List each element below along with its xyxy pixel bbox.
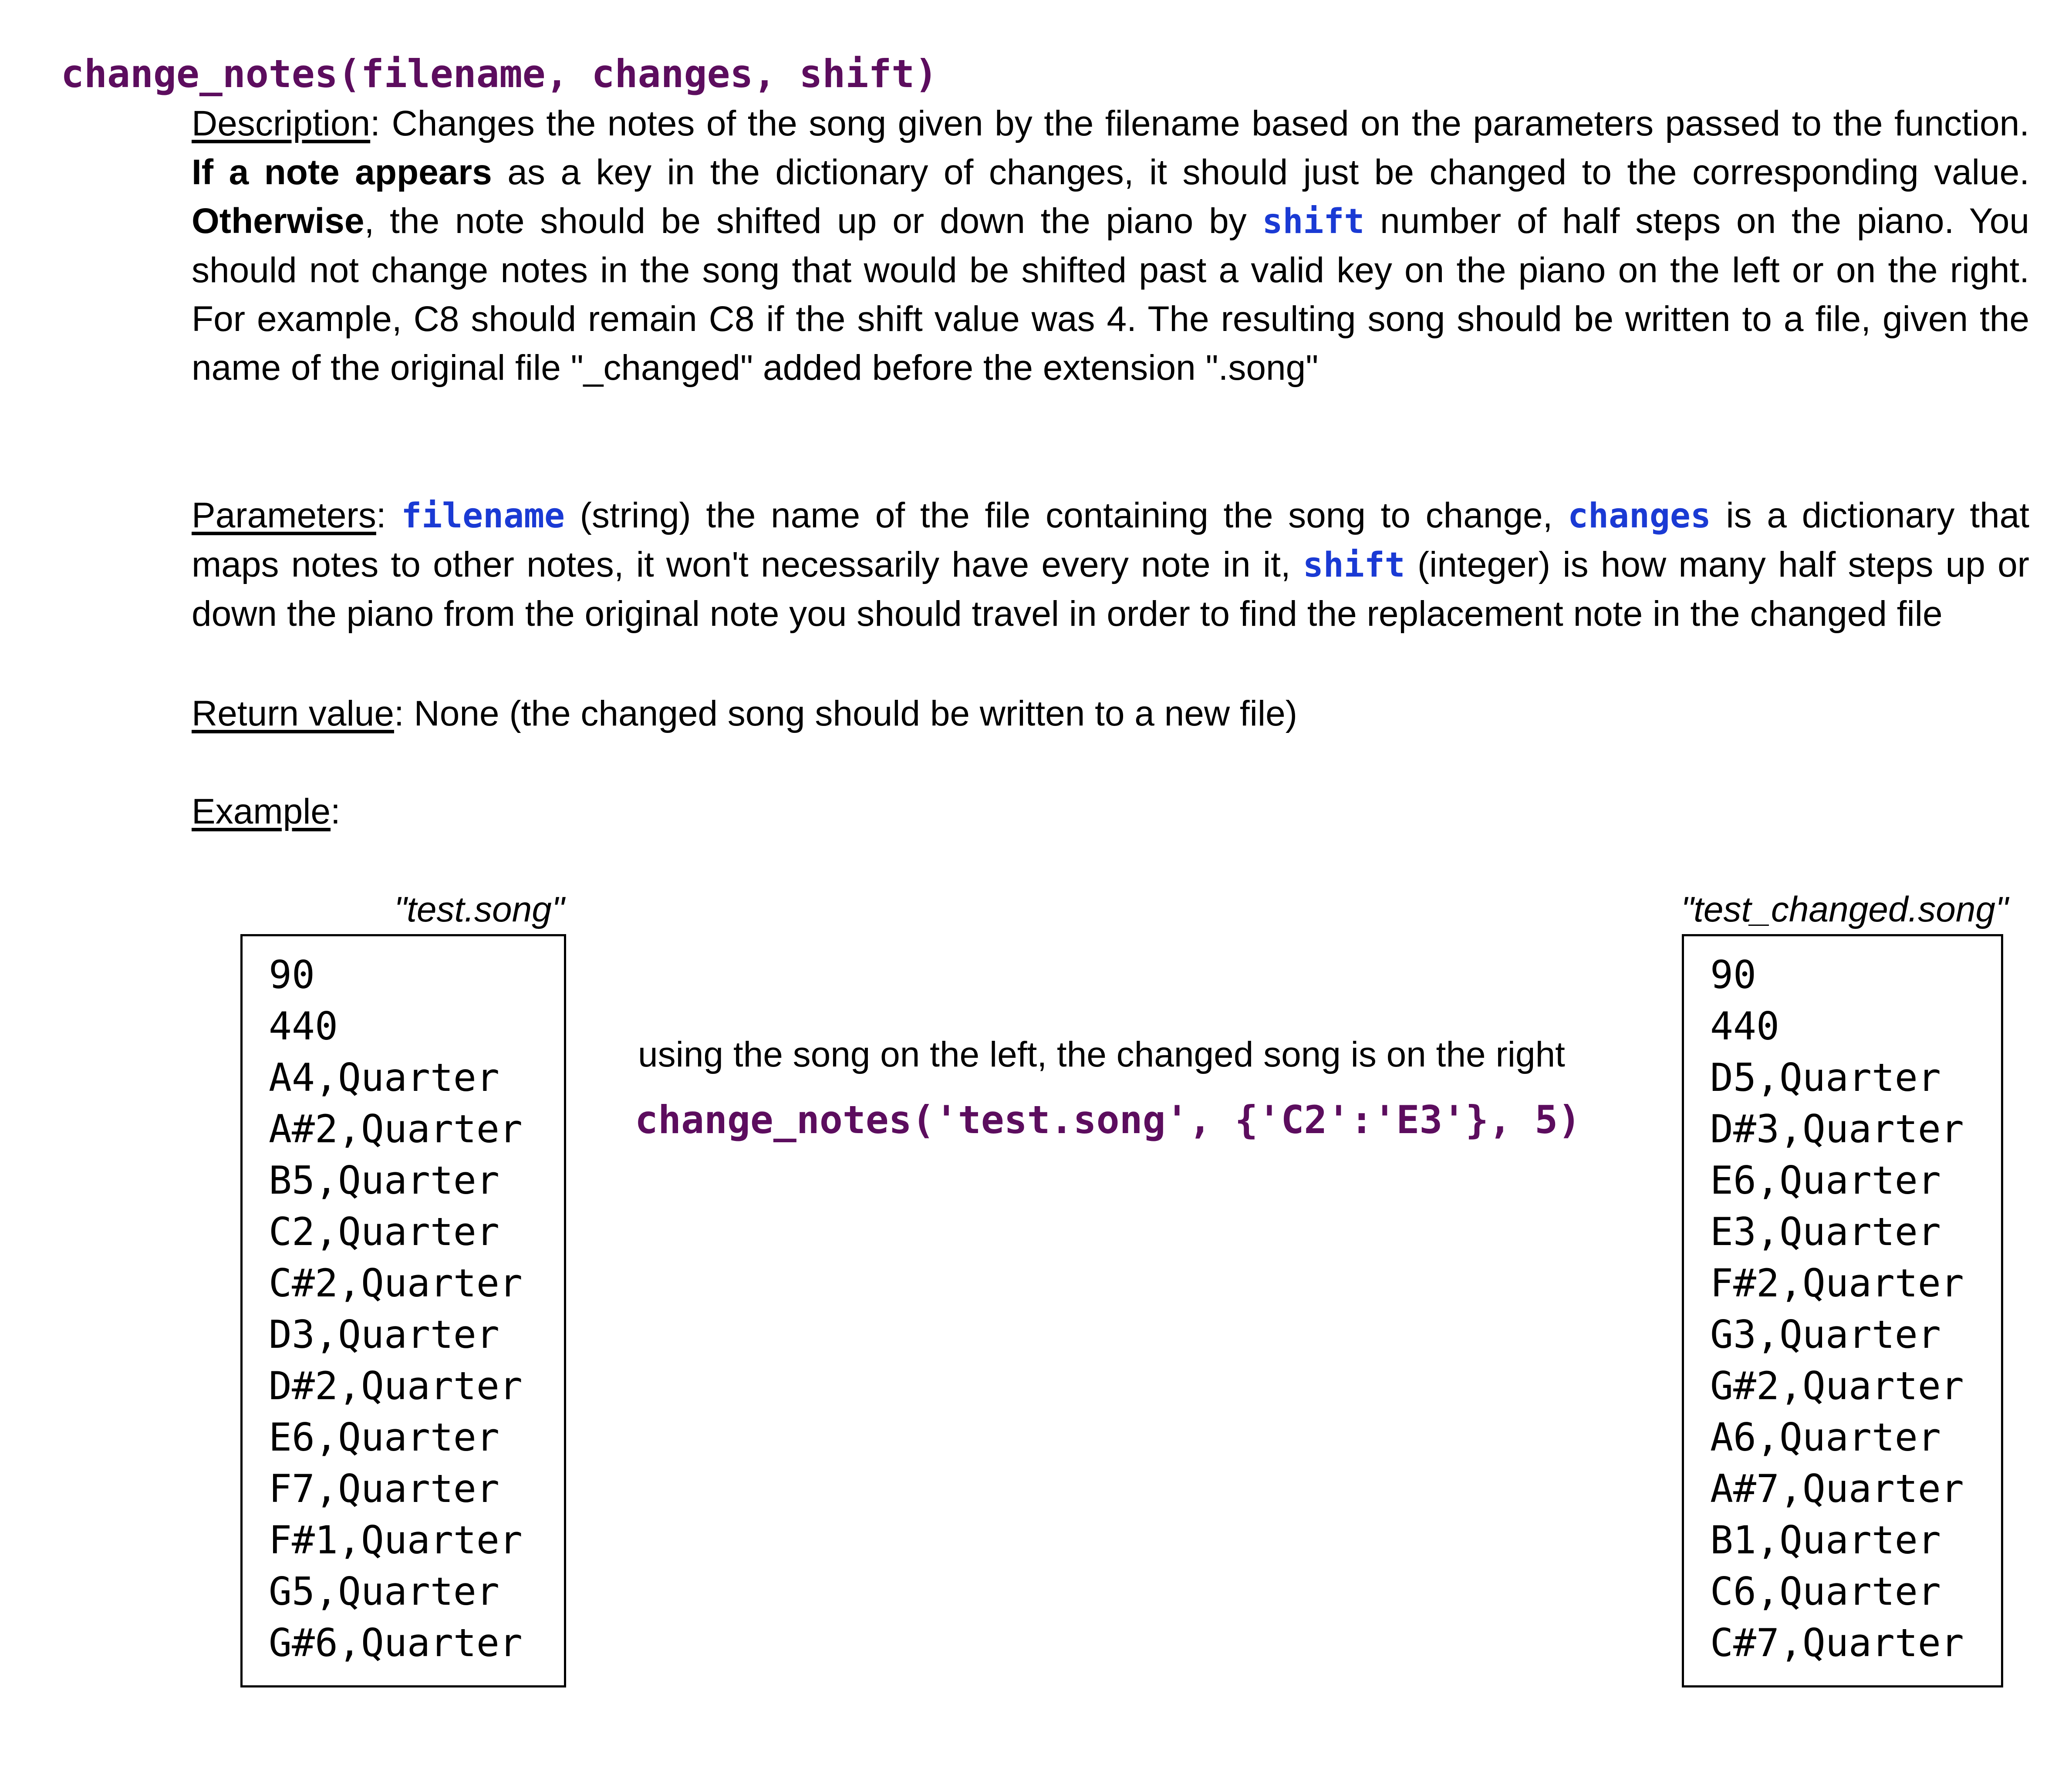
function-signature: change_notes(filename, changes, shift) xyxy=(61,51,938,96)
song-line: A4,Quarter xyxy=(269,1055,499,1100)
description-text-4: number of half steps on the piano. You should not change notes in the song that would be shifted past a valid key on the piano on the left or on the right. For example, C8 should remain C8 if the shift value was 4. The resulting song should be written to a file, given the name of the original file "_changed" added before the extension ".song" xyxy=(192,201,2029,388)
song-line: D5,Quarter xyxy=(1710,1055,1941,1100)
parameters-text-3: (integer) is how many half steps up or down the piano from the original note you should travel in order to find the replacement note in the changed file xyxy=(192,545,2029,634)
keyword-shift: shift xyxy=(1303,546,1405,585)
song-line: D#3,Quarter xyxy=(1710,1107,1964,1151)
parameters-colon: : xyxy=(376,496,402,535)
song-line: F7,Quarter xyxy=(269,1466,499,1511)
song-line: E6,Quarter xyxy=(269,1415,499,1460)
return-value-line xyxy=(192,689,1297,738)
example-colon: : xyxy=(331,792,341,831)
description-bold-1: If a note appears xyxy=(192,152,492,192)
song-line: 440 xyxy=(1710,1004,1779,1049)
song-line: C2,Quarter xyxy=(269,1209,499,1254)
song-line: A#2,Quarter xyxy=(269,1107,523,1151)
keyword-shift: shift xyxy=(1262,202,1365,241)
example-heading xyxy=(192,787,341,836)
return-value-label: Return value xyxy=(192,694,394,733)
changed-song-box xyxy=(1682,934,2003,1687)
song-line: A6,Quarter xyxy=(1710,1415,1941,1460)
parameters-text-1: (string) the name of the file containing the song to change, xyxy=(564,496,1568,535)
song-line: G#2,Quarter xyxy=(1710,1363,1964,1408)
song-line: F#1,Quarter xyxy=(269,1518,523,1563)
song-line: D#2,Quarter xyxy=(269,1363,523,1408)
song-line: C#7,Quarter xyxy=(1710,1620,1964,1665)
parameters-text-2: is a dictionary that maps notes to other notes, it won't necessarily have every note in it, xyxy=(192,496,2029,584)
song-line: G3,Quarter xyxy=(1710,1312,1941,1357)
song-line: F#2,Quarter xyxy=(1710,1261,1964,1306)
keyword-changes: changes xyxy=(1568,496,1711,536)
keyword-filename: filename xyxy=(401,496,565,536)
right-file-caption: "test_changed.song" xyxy=(1681,890,2008,929)
song-line: B1,Quarter xyxy=(1710,1518,1941,1563)
example-call-code: change_notes('test.song', {'C2':'E3'}, 5) xyxy=(635,1097,1581,1142)
song-line: 90 xyxy=(269,952,315,997)
description-label: Description xyxy=(192,104,371,143)
song-line: G#6,Quarter xyxy=(269,1620,523,1665)
description-bold-2: Otherwise xyxy=(192,201,364,241)
song-line: E6,Quarter xyxy=(1710,1158,1941,1203)
description-text-1: : Changes the notes of the song given by the filename based on the parameters passed to the function. xyxy=(370,104,2029,143)
song-line: C6,Quarter xyxy=(1710,1569,1941,1614)
song-line: 90 xyxy=(1710,952,1756,997)
left-file-caption: "test.song" xyxy=(394,890,564,929)
song-line: A#7,Quarter xyxy=(1710,1466,1964,1511)
parameters-paragraph xyxy=(192,491,2029,638)
song-line: B5,Quarter xyxy=(269,1158,499,1203)
song-line: E3,Quarter xyxy=(1710,1209,1941,1254)
description-paragraph xyxy=(192,99,2029,392)
example-label: Example xyxy=(192,792,331,831)
original-song-box xyxy=(240,934,566,1687)
description-text-2: as a key in the dictionary of changes, it should just be changed to the corresponding value. xyxy=(492,152,2029,192)
song-line: 440 xyxy=(269,1004,338,1049)
song-line: C#2,Quarter xyxy=(269,1261,523,1306)
example-explanation: using the song on the left, the changed song is on the right xyxy=(638,1035,1565,1074)
song-line: G5,Quarter xyxy=(269,1569,499,1614)
return-value-text: : None (the changed song should be written to a new file) xyxy=(394,694,1298,733)
parameters-label: Parameters xyxy=(192,496,376,535)
description-text-3: , the note should be shifted up or down the piano by xyxy=(364,201,1262,241)
song-line: D3,Quarter xyxy=(269,1312,499,1357)
